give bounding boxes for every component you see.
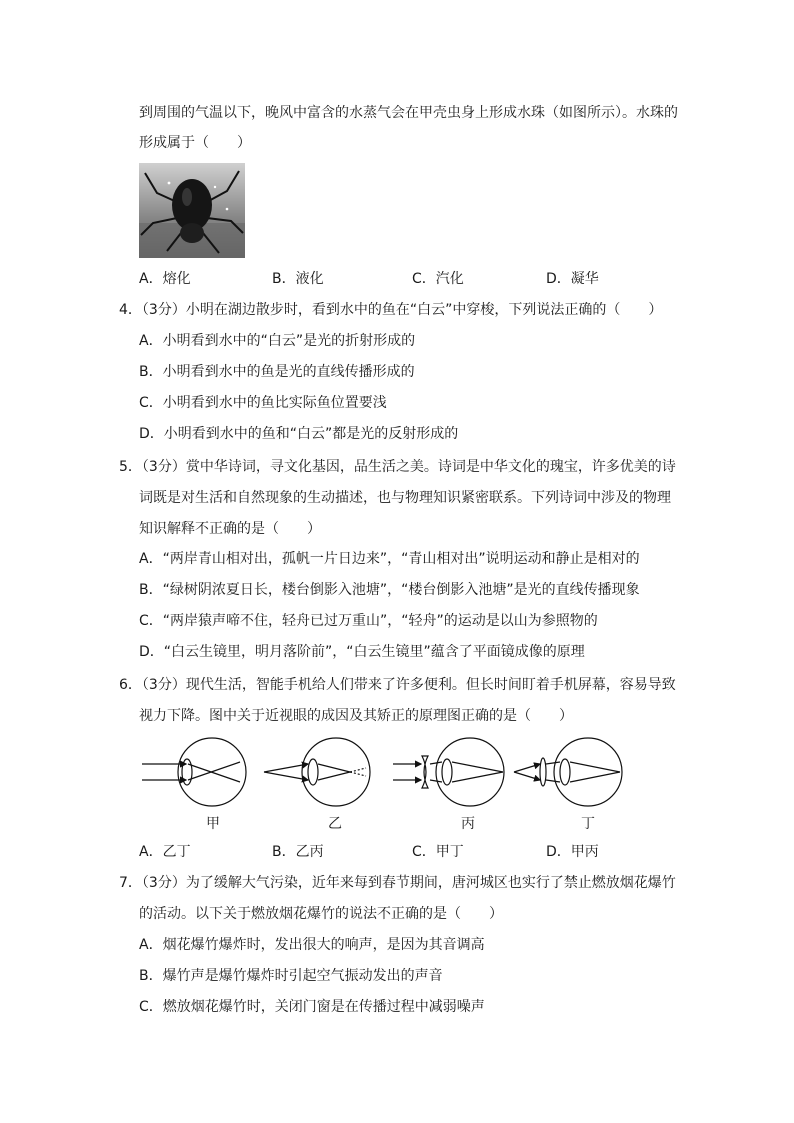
q4-option-d[interactable]: D．小明看到水中的鱼和“白云”都是光的反射形成的 [139,426,459,442]
q5-stem-line1: 5．（3分）赏中华诗词，寻文化基因，品生活之美。诗词是中华文化的瑰宝，许多优美的诗 [119,459,676,475]
q4-option-a[interactable]: A．小明看到水中的“白云”是光的折射形成的 [139,333,416,349]
q5-option-b[interactable]: B．“绿树阴浓夏日长，楼台倒影入池塘”，“楼台倒影入池塘”是光的直线传播现象 [139,582,640,598]
q3-option-b[interactable]: B．液化 [272,271,324,287]
beetle-photo [139,163,245,258]
q6-options [139,843,619,861]
q5-option-a[interactable]: A．“两岸青山相对出，孤帆一片日边来”，“青山相对出”说明运动和静止是相对的 [139,551,640,567]
q4-stem: 4．（3分）小明在湖边散步时，看到水中的鱼在“白云”中穿梭，下列说法正确的（ ） [119,302,663,318]
eye-diagram-bing [393,738,504,806]
q3-option-c[interactable]: C．汽化 [412,271,464,287]
q5-option-c[interactable]: C．“两岸猿声啼不住，轻舟已过万重山”，“轻舟”的运动是以山为参照物的 [139,613,598,629]
q3-options [139,270,619,288]
q5-stem-line3: 知识解释不正确的是（ ） [139,521,321,537]
figure-label-ding: 丁 [581,816,595,832]
eye-diagram-ding [514,738,622,806]
q7-option-c[interactable]: C．燃放烟花爆竹时，关闭门窗是在传播过程中减弱噪声 [139,999,485,1015]
q7-stem-line1: 7．（3分）为了缓解大气污染，近年来每到春节期间，唐河城区也实行了禁止燃放烟花爆竹 [119,875,676,891]
q6-option-d[interactable]: D．甲丙 [546,844,599,860]
q5-stem-line2: 词既是对生活和自然现象的生动描述，也与物理知识紧密联系。下列诗词中涉及的物理 [139,490,671,506]
q6-option-a[interactable]: A．乙丁 [139,844,191,860]
q5-option-d[interactable]: D．“白云生镜里，明月落阶前”，“白云生镜里”蕴含了平面镜成像的原理 [139,644,585,660]
figure-label-jia: 甲 [206,816,220,832]
q7-option-b[interactable]: B．爆竹声是爆竹爆炸时引起空气振动发出的声音 [139,968,443,984]
q3-stem-line1: 到周围的气温以下，晚风中富含的水蒸气会在甲壳虫身上形成水珠（如图所示）。水珠的 [139,105,678,121]
eye-diagram-yi [264,738,370,806]
q7-option-a[interactable]: A．烟花爆竹爆炸时，发出很大的响声，是因为其音调高 [139,937,485,953]
q3-option-d[interactable]: D．凝华 [546,271,599,287]
q3-stem-line2: 形成属于（ ） [139,135,251,151]
q6-option-c[interactable]: C．甲丁 [412,844,464,860]
q4-option-c[interactable]: C．小明看到水中的鱼比实际鱼位置要浅 [139,395,387,411]
q6-stem-line1: 6．（3分）现代生活，智能手机给人们带来了许多便利。但长时间盯着手机屏幕，容易导致 [119,677,676,693]
q7-stem-line2: 的活动。以下关于燃放烟花爆竹的说法不正确的是（ ） [139,906,503,922]
q6-option-b[interactable]: B．乙丙 [272,844,324,860]
q3-option-a[interactable]: A．熔化 [139,271,191,287]
figure-label-bing: 丙 [461,816,475,832]
figure-label-yi: 乙 [328,816,342,832]
eye-diagram-jia [142,738,246,806]
q4-option-b[interactable]: B．小明看到水中的鱼是光的直线传播形成的 [139,364,415,380]
q6-stem-line2: 视力下降。图中关于近视眼的成因及其矫正的原理图正确的是（ ） [139,708,573,724]
